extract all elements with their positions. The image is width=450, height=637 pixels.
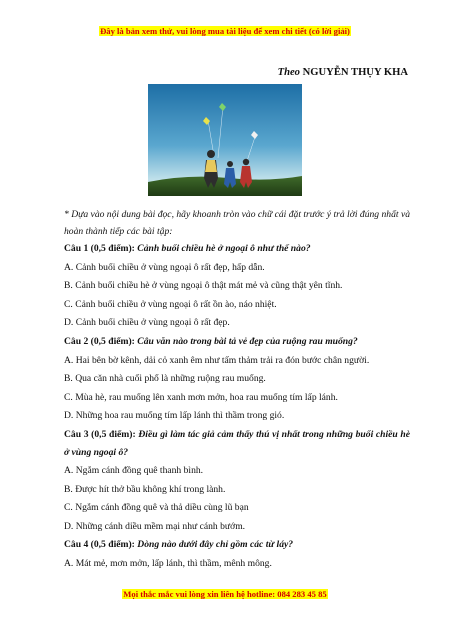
question-3-option-b: B. Được hít thở bầu không khí trong lành. [64,483,226,495]
question-1-heading [64,240,410,259]
preview-notice-text: Đây là bản xem thử, vui lòng mua tài liệu để xem chi tiết (có lời giải) [100,26,350,36]
question-2-option-b: B. Qua căn nhà cuối phố là những ruộng rau muống. [64,373,266,385]
question-2-heading [64,333,410,352]
hotline-banner [0,589,450,599]
question-4-text: Dòng nào dưới đây chỉ gồm các từ láy? [137,539,294,551]
question-2-option-a: A. Hai bên bờ kênh, dải cỏ xanh êm như tấm thảm trải ra đón bước chân người. [64,354,370,366]
instruction-text: * Dựa vào nội dung bài đọc, hãy khoanh tròn vào chữ cái đặt trước ý trả lời đúng nhất và hoàn thành tiếp các bài tập: [64,209,410,237]
preview-notice-banner [0,26,450,36]
question-4-option-a: A. Mát mẻ, mơn mởn, lấp lánh, thì thầm, mênh mông. [64,557,272,569]
question-2-label: Câu 2 (0,5 điểm): [64,335,135,347]
question-3-text: Điều gì làm tác giả cảm thấy thú vị nhất trong những buổi chiều hè ở vùng ngoại ô? [64,428,410,458]
question-2-option-d: D. Những hoa rau muống tím lấp lánh thì thầm trong gió. [64,410,285,422]
question-4-label: Câu 4 (0,5 điểm): [64,539,135,551]
question-3-heading [64,426,410,462]
author-prefix: Theo [277,67,300,78]
author-credit [278,67,408,78]
kite-photo-image [148,84,302,196]
question-4-heading [64,536,410,555]
question-3-label: Câu 3 (0,5 điểm): [64,428,136,440]
kite-flying-photo [148,84,302,196]
question-3-option-d: D. Những cánh diều mềm mại như cánh bướm. [64,520,246,532]
question-1-text: Cảnh buổi chiều hè ở ngoại ô như thế nào? [137,243,311,254]
question-1-option-b: B. Cảnh buổi chiều hè ở vùng ngoại ô thật mát mẻ và cũng thật yên tĩnh. [64,280,343,292]
question-1-option-c: C. Cảnh buổi chiều ở vùng ngoại ô rất ồn ào, náo nhiệt. [64,298,277,310]
question-2-text: Câu văn nào trong bài tả vẻ đẹp của ruộng rau muống? [137,335,358,347]
question-1-option-a: A. Cảnh buổi chiều ở vùng ngoại ô rất đẹp, hấp dẫn. [64,261,265,273]
question-3-option-c: C. Ngắm cánh đồng quê và thả diều cùng lũ bạn [64,502,249,514]
question-2-option-c: C. Mùa hè, rau muống lên xanh mơn mởn, hoa rau muống tím lấp lánh. [64,391,338,403]
question-1-label: Câu 1 (0,5 điểm): [64,243,135,254]
worksheet-content [64,207,410,574]
question-1-option-d: D. Cảnh buổi chiều ở vùng ngoại ô rất đẹp. [64,317,230,329]
author-name: NGUYỄN THỤY KHA [302,67,408,78]
question-3-option-a: A. Ngắm cánh đồng quê thanh bình. [64,464,204,476]
hotline-text: Mọi thắc mắc vui lòng xin liên hệ hotline: 084 283 45 85 [123,589,327,599]
